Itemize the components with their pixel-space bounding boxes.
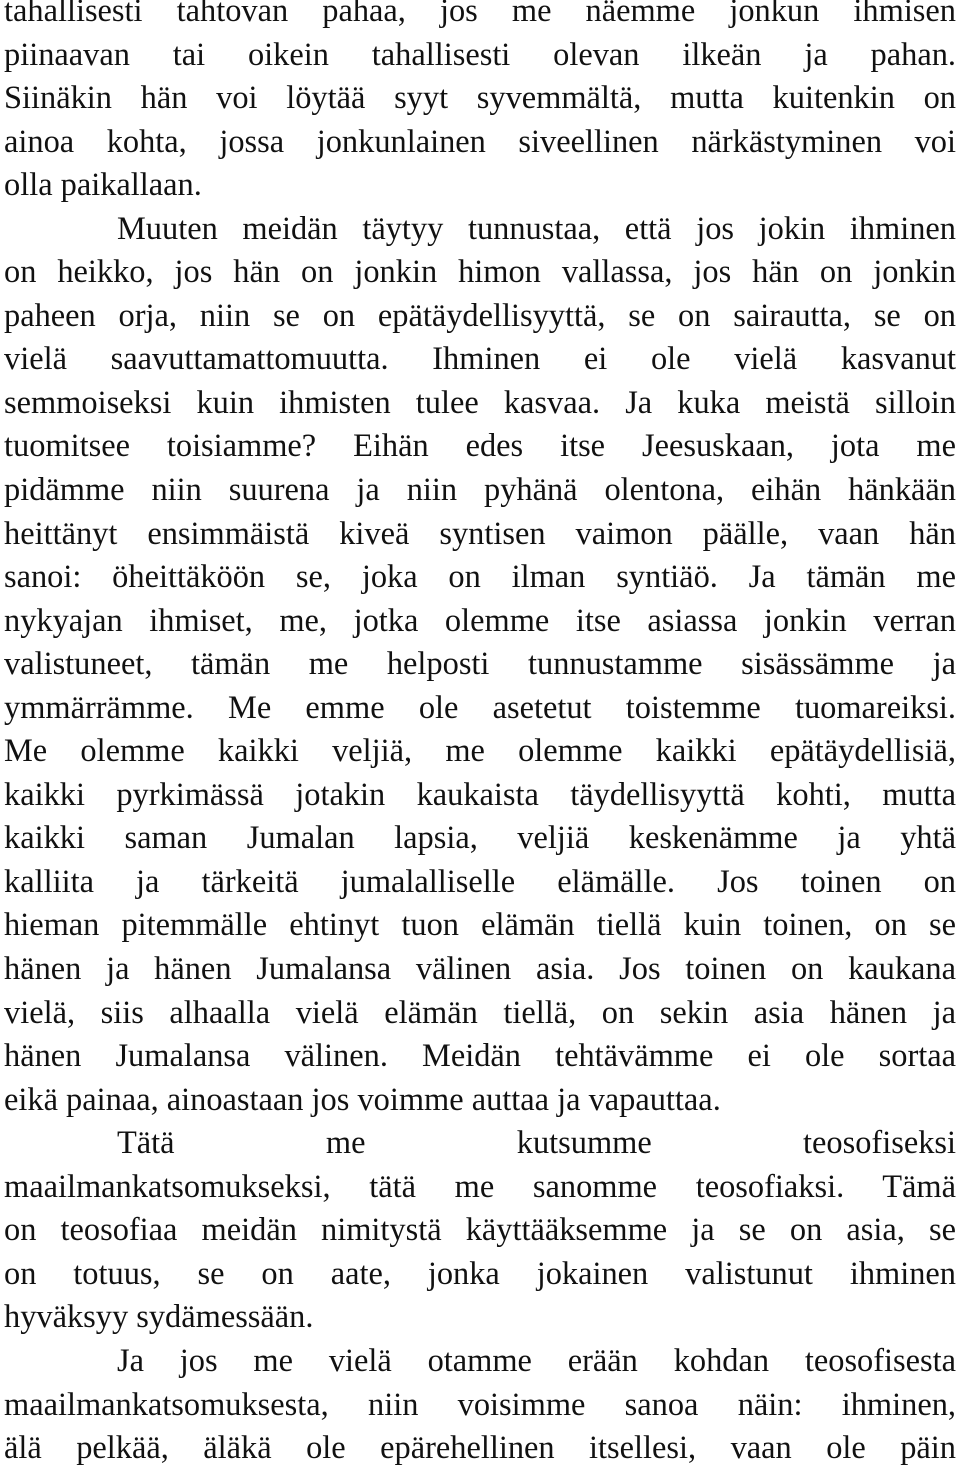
text-line: on totuus, se on aate, jonka jokainen valistunut ihminen bbox=[4, 1255, 956, 1292]
text-line: älä pelkää, äläkä ole epärehellinen itsellesi, vaan ole päin bbox=[4, 1430, 956, 1467]
text-line: eikä painaa, ainoastaan jos voimme auttaa ja vapauttaa. bbox=[4, 1081, 721, 1118]
text-line: semmoiseksi kuin ihmisten tulee kasvaa. Ja kuka meistä silloin bbox=[4, 384, 956, 421]
text-line: heittänyt ensimmäistä kiveä syntisen vaimon päälle, vaan hän bbox=[4, 515, 956, 552]
text-line: hänen Jumalansa välinen. Meidän tehtävämme ei ole sortaa bbox=[4, 1038, 956, 1075]
text-line: kaikki saman Jumalan lapsia, veljiä keskenämme ja yhtä bbox=[4, 820, 956, 857]
text-line: pidämme niin suurena ja niin pyhänä olentona, eihän hänkään bbox=[4, 472, 956, 509]
text-line: kalliita ja tärkeitä jumalalliselle elämälle. Jos toinen on bbox=[4, 863, 956, 900]
text-line: piinaavan tai oikein tahallisesti olevan ilkeän ja pahan. bbox=[4, 36, 956, 73]
text-line: on teosofiaa meidän nimitystä käyttääksemme ja se on asia, se bbox=[4, 1212, 956, 1249]
text-line: sanoi: öheittäköön se, joka on ilman syntiäö. Ja tämän me bbox=[4, 559, 956, 596]
text-line: valistuneet, tämän me helposti tunnustamme sisässämme ja bbox=[4, 646, 956, 683]
text-line: Muuten meidän täytyy tunnustaa, että jos jokin ihminen bbox=[117, 210, 956, 247]
text-line: paheen orja, niin se on epätäydellisyyttä, se on sairautta, se on bbox=[4, 297, 956, 334]
text-line: tuomitsee toisiamme? Eihän edes itse Jeesuskaan, jota me bbox=[4, 428, 956, 465]
text-line: vielä saavuttamattomuutta. Ihminen ei ole vielä kasvanut bbox=[4, 341, 956, 378]
text-line: maailmankatsomuksesta, niin voisimme sanoa näin: ihminen, bbox=[4, 1386, 956, 1423]
text-line: kaikki pyrkimässä jotakin kaukaista täydellisyyttä kohti, mutta bbox=[4, 776, 956, 813]
text-line: tahallisesti tahtovan pahaa, jos me näemme jonkun ihmisen bbox=[4, 0, 956, 29]
text-line: maailmankatsomukseksi, tätä me sanomme teosofiaksi. Tämä bbox=[4, 1168, 956, 1205]
text-line: Siinäkin hän voi löytää syyt syvemmältä, mutta kuitenkin on bbox=[4, 80, 956, 117]
text-line: ainoa kohta, jossa jonkunlainen siveellinen närkästyminen voi bbox=[4, 123, 956, 160]
text-line: ymmärrämme. Me emme ole asetetut toistemme tuomareiksi. bbox=[4, 689, 956, 726]
text-line: olla paikallaan. bbox=[4, 167, 202, 204]
text-line: on heikko, jos hän on jonkin himon vallassa, jos hän on jonkin bbox=[4, 254, 956, 291]
text-line: nykyajan ihmiset, me, jotka olemme itse asiassa jonkin verran bbox=[4, 602, 956, 639]
document-page bbox=[4, 0, 956, 1471]
text-line: Tätä me kutsumme teosofiseksi bbox=[117, 1125, 956, 1162]
text-line: hyväksyy sydämessään. bbox=[4, 1299, 314, 1336]
text-line: vielä, siis alhaalla vielä elämän tiellä, on sekin asia hänen ja bbox=[4, 994, 956, 1031]
text-line: Ja jos me vielä otamme erään kohdan teosofisesta bbox=[117, 1342, 956, 1379]
text-line: hänen ja hänen Jumalansa välinen asia. Jos toinen on kaukana bbox=[4, 951, 956, 988]
text-line: Me olemme kaikki veljiä, me olemme kaikki epätäydellisiä, bbox=[4, 733, 956, 770]
text-line: hieman pitemmälle ehtinyt tuon elämän tiellä kuin toinen, on se bbox=[4, 907, 956, 944]
